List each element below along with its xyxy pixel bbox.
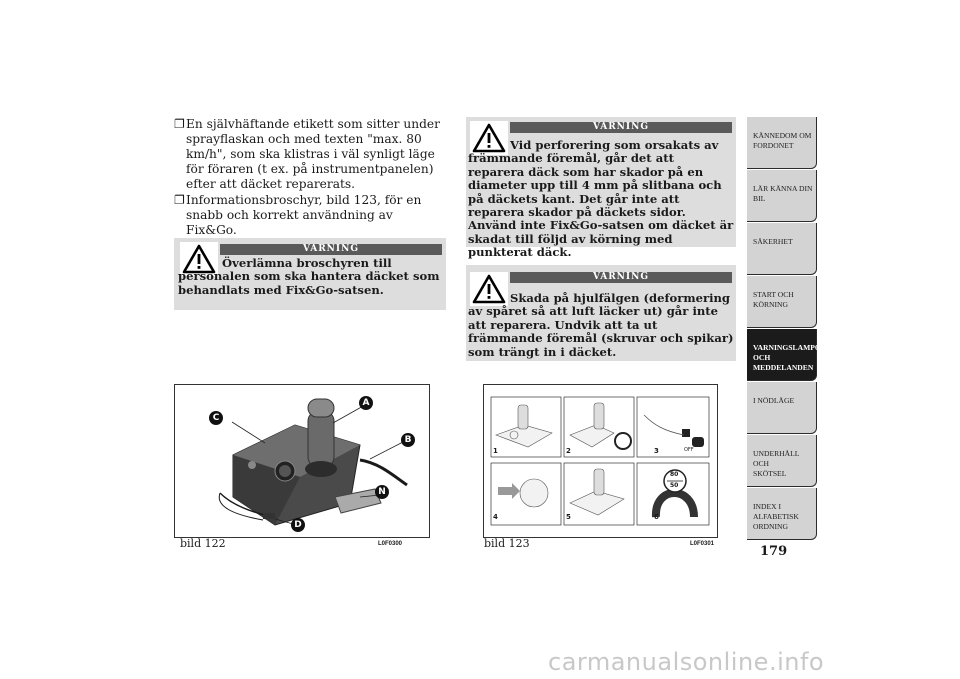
accessory-list <box>174 117 446 255</box>
figure-caption: bild 122 <box>180 537 226 550</box>
chapter-tabs <box>747 117 827 541</box>
warning-text: Skada på hjulfälgen (deformering av spåret så att luft läcker ut) går inte att reparera. Undvik att ta ut främmande föremål (skruvar och spikar) som trängt in i däcket. <box>468 291 734 359</box>
list-item: ❐ Informationsbroschyr, bild 123, för en snabb och korrekt användning av Fix&Go. <box>174 193 422 237</box>
figure-122 <box>174 384 430 538</box>
watermark: carmanualsonline.info <box>548 648 825 676</box>
label-badge-a: A <box>359 396 373 410</box>
step-number: 1 <box>493 447 498 455</box>
figure-code: L0F0301 <box>690 541 715 547</box>
tab-start-och-korning[interactable]: START OCH KÖRNING <box>747 276 817 328</box>
figure-123 <box>483 384 718 538</box>
step-number: 6 <box>654 513 659 521</box>
tab-index-i-alfabetisk-ordning[interactable]: INDEX I ALFABETISK ORDNING <box>747 488 817 540</box>
warning-heading: VARNING <box>220 244 442 255</box>
label-badge-n: N <box>375 485 389 499</box>
step-number: 5 <box>566 513 571 521</box>
checkbox-bullet-icon: ❐ <box>174 193 185 207</box>
warning-box-brochure <box>174 238 446 310</box>
warning-heading: VARNING <box>510 122 732 133</box>
tab-kannedom-om-fordonet[interactable]: KÄNNEDOM OM FORDONET <box>747 117 817 169</box>
speed-limit-bottom: 50 <box>670 482 679 489</box>
warning-box-rim <box>466 265 736 361</box>
warning-heading: VARNING <box>510 272 732 283</box>
tab-i-nodlage[interactable]: I NÖDLÄGE <box>747 382 817 434</box>
off-label: OFF <box>684 447 694 453</box>
warning-text: Vid perforering som orsakats av främmande föremål, går det att reparera däck som har skador på en diameter upp till 4 mm på slitbana och på däckets kant. Det går inte att reparera skador på däckets sidor. Använd inte Fix&Go-satsen om däcket är skadat till följd av körning med punkterat däck. <box>468 138 734 260</box>
label-badge-b: B <box>401 433 415 447</box>
tab-sakerhet[interactable]: SÄKERHET <box>747 223 817 275</box>
label-badge-c: C <box>209 411 223 425</box>
fix-and-go-kit-illustration <box>175 385 429 537</box>
checkbox-bullet-icon: ❐ <box>174 117 185 131</box>
fix-and-go-instructions-illustration <box>484 385 717 537</box>
warning-text: Överlämna broschyren till personalen som ska hantera däcket som behandlats med Fix&Go-satsen. <box>178 256 440 297</box>
step-number: 4 <box>493 513 498 521</box>
tab-underhall-och-skotsel[interactable]: UNDERHÅLL OCH SKÖTSEL <box>747 435 817 487</box>
figure-caption: bild 123 <box>484 537 530 550</box>
step-number: 3 <box>654 447 659 455</box>
page-number: 179 <box>760 544 788 559</box>
speed-limit-top: 80 <box>670 471 679 478</box>
label-badge-d: D <box>291 518 305 532</box>
tab-lar-kanna-din-bil[interactable]: LÄR KÄNNA DIN BIL <box>747 170 817 222</box>
list-item: ❐ En självhäftande etikett som sitter under sprayflaskan och med texten "max. 80 km/h", som ska klistras i väl synligt läge för föraren (t ex. på instrumentpanelen) efter att däcket reparerats. <box>174 117 440 191</box>
figure-code: L0F0300 <box>378 541 403 547</box>
tab-varningslampor-och-meddelanden[interactable]: VARNINGSLAMPOR OCH MEDDELANDEN <box>747 329 817 381</box>
step-number: 2 <box>566 447 571 455</box>
warning-box-perforation <box>466 117 736 260</box>
